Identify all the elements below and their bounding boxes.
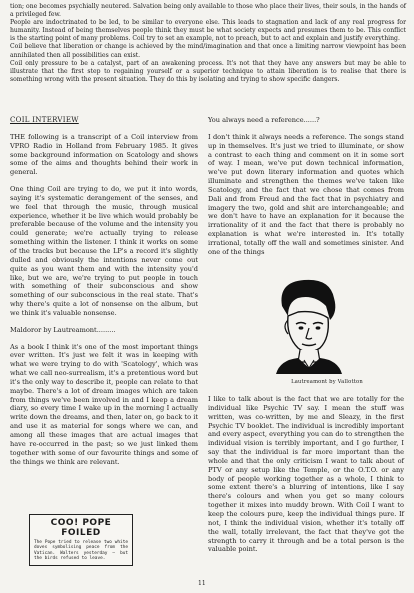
left-column	[10, 116, 198, 474]
intro-text-block	[10, 3, 406, 84]
intro-paragraph: Coil believe that liberation or change is achieved by the mind/imagination and that once a limiting narrow viewpoint has been annihilated then all possibilities can exist.	[10, 43, 406, 59]
article-subheading: Maldoror by Lautreamont.........	[10, 325, 116, 334]
right-column	[208, 116, 404, 265]
interview-question: You always need a reference......?	[208, 116, 320, 124]
page-number: 11	[198, 580, 206, 587]
article-paragraph: One thing Coil are trying to do, we put it into words, saying it's systematic derangement of the senses, and we feel that through the music, through musical experience, whether it be live which would probably be preferable because of the volume and the intensity you could generate; we're actually trying to release something within the listener. I think it works on some of the tracks but because the LP's a record it's slightly dulled and obviously the intentions never come out quite as you want them and with the intensity you'd like, but we are, we're trying to put people in touch with something of their subconscious and show something of our subconscious in the real state. That's why there's quite a lot of nonsense on the album, but we think it's valuable nonsense.	[10, 185, 198, 317]
right-column-lower	[208, 395, 404, 554]
portrait-illustration	[268, 276, 348, 374]
portrait-caption: Lautreamont by Vallotton	[291, 379, 363, 385]
clipping-body: The Pope tried to release two white doves symbolising peace from the Vatican. Walters yesterday — but the birds refused to leave.	[34, 540, 128, 562]
article-paragraph: THE following is a transcript of a Coil interview from VPRO Radio in Holland from February 1985. It gives some background information on Scatology and shows some of the aims and thoughts behind their work in general.	[10, 132, 198, 177]
article-paragraph: I don't think it always needs a reference. The songs stand up in themselves. It's just we tried to illuminate, or show a contrast to each thing and comment on it in some sort of way. I mean, we've put down technical information, we've put down literary information and quotes which illuminate and strengthen the themes we've taken like Scatology, and the fact that we chose that comes from Dali and from Freud and the fact that in psychiatry and imagery the two, gold and shit are interchangeable; and we don't have to have an explanation for it because the irrationality of it and the fact that there is probably no explanation is what we're interested in. It's totally irrational, totally off the wall and sometimes sinister. And one of the things	[208, 132, 404, 256]
intro-paragraph: People are indoctrinated to be led, to be similar to everyone else. This leads to stagnation and lack of any real progress for humanity. Instead of being themselves people think they must be what society expects and presumes them to be. This conflict is the starting point of many problems. Coil try to set an example, not to preach, but to act and explain and justify everything.	[10, 19, 406, 43]
intro-paragraph: tion; one becomes psychially neutered. Salvation being only available to those who place their lives, their souls, in the hands of a privileged few.	[10, 3, 406, 19]
news-clipping	[29, 514, 133, 566]
article-heading: COIL INTERVIEW	[10, 116, 79, 124]
clipping-headline: COO! POPE FOILED	[50, 518, 112, 538]
article-paragraph: As a book I think it's one of the most important things ever written. It's just we felt it was in keeping with what we were trying to do with 'Scatology', which was what we call neo-surrealism, it's a pretentious word but it's the only way to describe it, people can relate to that maybe. There's a lot of dream images which are taken from things we've been involved in and I keep a dream diary, so every time I wake up in the morning I actually write down the dreams, and then, later on, go back to it and use it as material for songs where we can, and among all these images that are actual images that have re-occurred in the past; so we just linked them together with some of our favourite things and some of the things we think are relevant.	[10, 342, 198, 466]
intro-paragraph: Coil only pressure to be a catalyst, part of an awakening process. It's not that they have any answers but may be able to illustrate that the first step to regaining yourself or a superior technique to attain liberation is to realise that there is something wrong with the present situation. They do this by isolating and trying to show specific dangers.	[10, 59, 406, 83]
article-paragraph: I like to talk about is the fact that we are totally for the individual like Psychic TV say. I mean the stuff was written, was co-written, by me and Sleazy, in the first Psychic TV booklet. The individual is incredibly important and every aspect, everything you can do to strengthen the individual vision is terribly important, and I go further, I say that the individual is far more important than the whole and that the only criticism I want to talk about of PTV or any setup like the Temple, or the O.T.O. or any body of people working together as a whole, I think to some extent there's a blurring of intentions, like I say there's colours and when you get so many colours together it mixes into muddy brown. With Coil I want to keep the colours pure, keep the individual things pure. If not, I think the individual vision, whether it's totally off the wall, totally irrelevant, the fact that they've got the strength to carry it through and be a total person is the valuable point.	[208, 395, 404, 554]
